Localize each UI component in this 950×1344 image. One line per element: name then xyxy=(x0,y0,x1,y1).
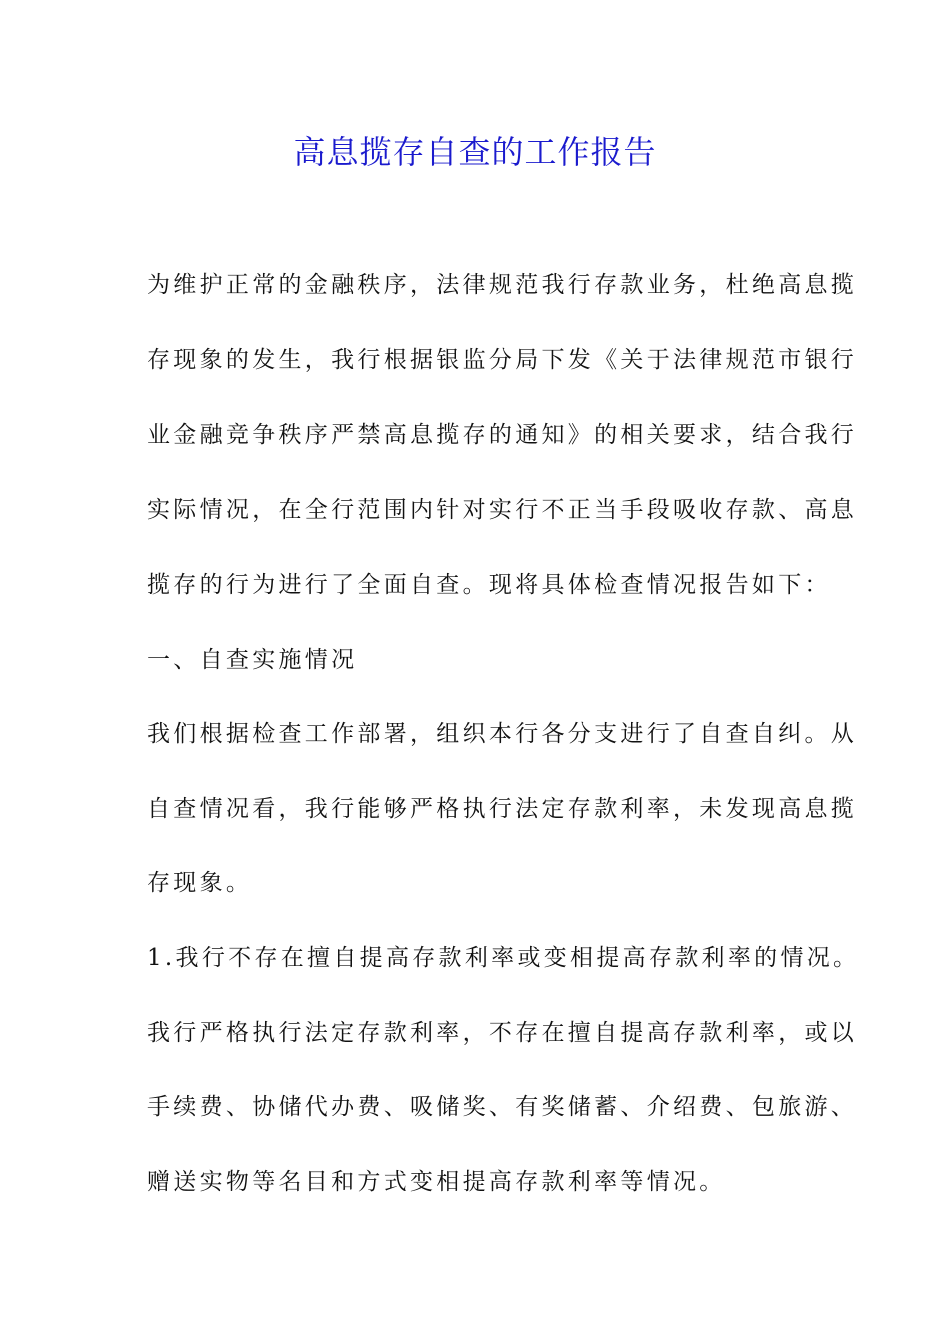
paragraph-line: 自查情况看，我行能够严格执行法定存款利率，未发现高息揽 xyxy=(147,796,858,822)
paragraph-line: 手续费、协储代办费、吸储奖、有奖储蓄、介绍费、包旅游、 xyxy=(147,1094,858,1120)
paragraph-line: 业金融竞争秩序严禁高息揽存的通知》的相关要求，结合我行 xyxy=(147,422,858,448)
paragraph-line: 存现象的发生，我行根据银监分局下发《关于法律规范市银行 xyxy=(147,347,858,373)
document-title: 高息揽存自查的工作报告 xyxy=(293,133,657,171)
paragraph-line: 我们根据检查工作部署，组织本行各分支进行了自查自纠。从 xyxy=(147,721,858,747)
paragraph-line: 我行严格执行法定存款利率，不存在擅自提高存款利率，或以 xyxy=(147,1020,858,1046)
paragraph-line: 赠送实物等名目和方式变相提高存款利率等情况。 xyxy=(147,1169,726,1195)
paragraph-line: 实际情况，在全行范围内针对实行不正当手段吸收存款、高息 xyxy=(147,497,858,523)
section-heading: 一、自查实施情况 xyxy=(147,647,358,673)
paragraph-line: 为维护正常的金融秩序，法律规范我行存款业务，杜绝高息揽 xyxy=(147,272,858,298)
numbered-item: 1.我行不存在擅自提高存款利率或变相提高存款利率的情况。 xyxy=(147,945,860,971)
paragraph-line: 存现象。 xyxy=(147,870,253,896)
paragraph-line: 揽存的行为进行了全面自查。现将具体检查情况报告如下： xyxy=(147,572,831,598)
